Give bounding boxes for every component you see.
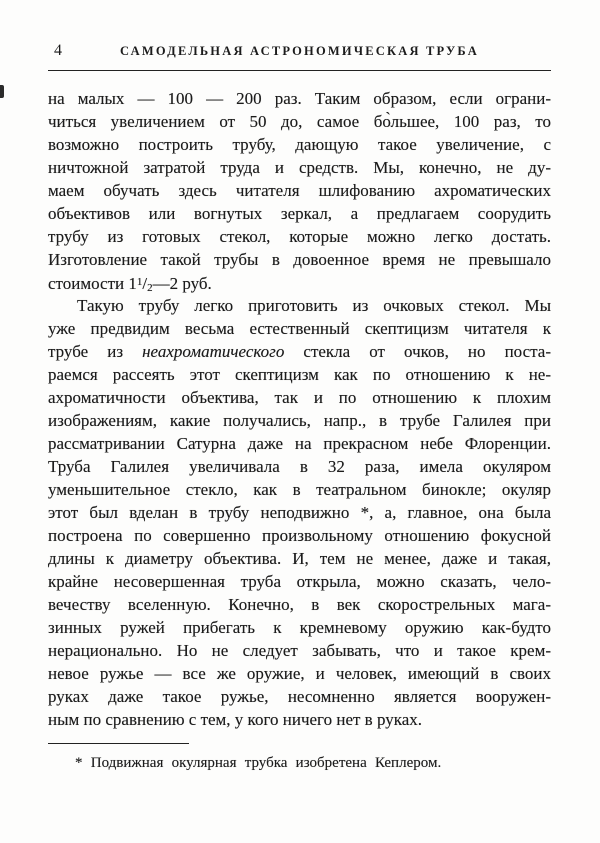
header-rule (48, 70, 551, 71)
text-line: этот был вделан в трубу неподвижно *, а, главное, она была (48, 503, 551, 522)
paragraph (48, 87, 551, 294)
text-line: нерационально. Но не следует забывать, что и такое крем- (48, 641, 551, 660)
text-line: раемся рассеять этот скептицизм как по отношению к не- (48, 365, 551, 384)
text-line: ахроматичности объектива, так и по отношению к плохим (48, 388, 551, 407)
text-line: Труба Галилея увеличивала в 32 раза, имела окуляром (48, 457, 551, 476)
text-line: возможно построить трубу, дающую такое увеличение, с (48, 135, 551, 154)
page-number: 4 (54, 42, 62, 59)
text-line: трубу из готовых стекол, которые можно легко достать. (48, 227, 551, 246)
text-line: Изготовление такой трубы в довоенное время не превышало (48, 250, 551, 269)
text-line: невое ружье — все же оружие, и человек, имеющий в своих (48, 664, 551, 683)
footnote-rule (48, 743, 189, 744)
text-line: стоимости $1^1/2—2$ руб. (48, 274, 212, 294)
text-line: ничтожной затратой труда и средств. Мы, конечно, не ду- (48, 158, 551, 177)
text-line: уже предвидим весьма естественный скептицизм читателя к (48, 319, 551, 338)
text-line: Такую трубу легко приготовить из очковых стекол. Мы (77, 296, 551, 315)
text-line: объективов или вогнутых зеркал, а предлагаем соорудить (48, 204, 551, 223)
text-line: крайне несовершенная труба открыла, можно сказать, чело- (48, 572, 551, 591)
text-line: маем обучать здесь читателя шлифованию ахроматических (48, 181, 551, 200)
text-line: на малых — 100 — 200 раз. Таким образом, если ограни- (48, 89, 551, 108)
text-line: ным по сравнению с тем, у кого ничего нет в руках. (48, 710, 423, 729)
text-line: вечеству вселенную. Конечно, в век скорострельных мага- (48, 595, 551, 614)
scan-speck-artifact (0, 85, 4, 98)
text-line: уменьшительное стекло, как в театральном бинокле; окуляр (48, 480, 551, 499)
text-line: изображениям, какие получались, напр., в трубе Галилея при (48, 411, 551, 430)
text-line: руках даже такое ружье, несомненно является вооружен- (48, 687, 551, 706)
text-line: длины к диаметру объектива. И, тем не менее, даже и такая, (48, 549, 551, 568)
paragraph (48, 294, 551, 731)
page-content (48, 0, 551, 773)
text-line: читься увеличением от 50 до, самое бо̀льшее, 100 раз, то (48, 112, 551, 131)
running-title: САМОДЕЛЬНАЯ АСТРОНОМИЧЕСКАЯ ТРУБА (120, 44, 479, 58)
page-header (48, 42, 551, 68)
text-line: трубе из неахроматического стекла от очков, но поста- (48, 342, 551, 361)
text-line: зинных ружей прибегать к кремневому оружию как-будто (48, 618, 551, 637)
text-line: рассматривании Сатурна даже на прекрасном небе Флоренции. (48, 434, 551, 453)
text-line: построена по совершенно произвольному отношению фокусной (48, 526, 551, 545)
body-text (48, 87, 551, 731)
footnote-text: * Подвижная окулярная трубка изобретена Кеплером. (75, 755, 442, 771)
